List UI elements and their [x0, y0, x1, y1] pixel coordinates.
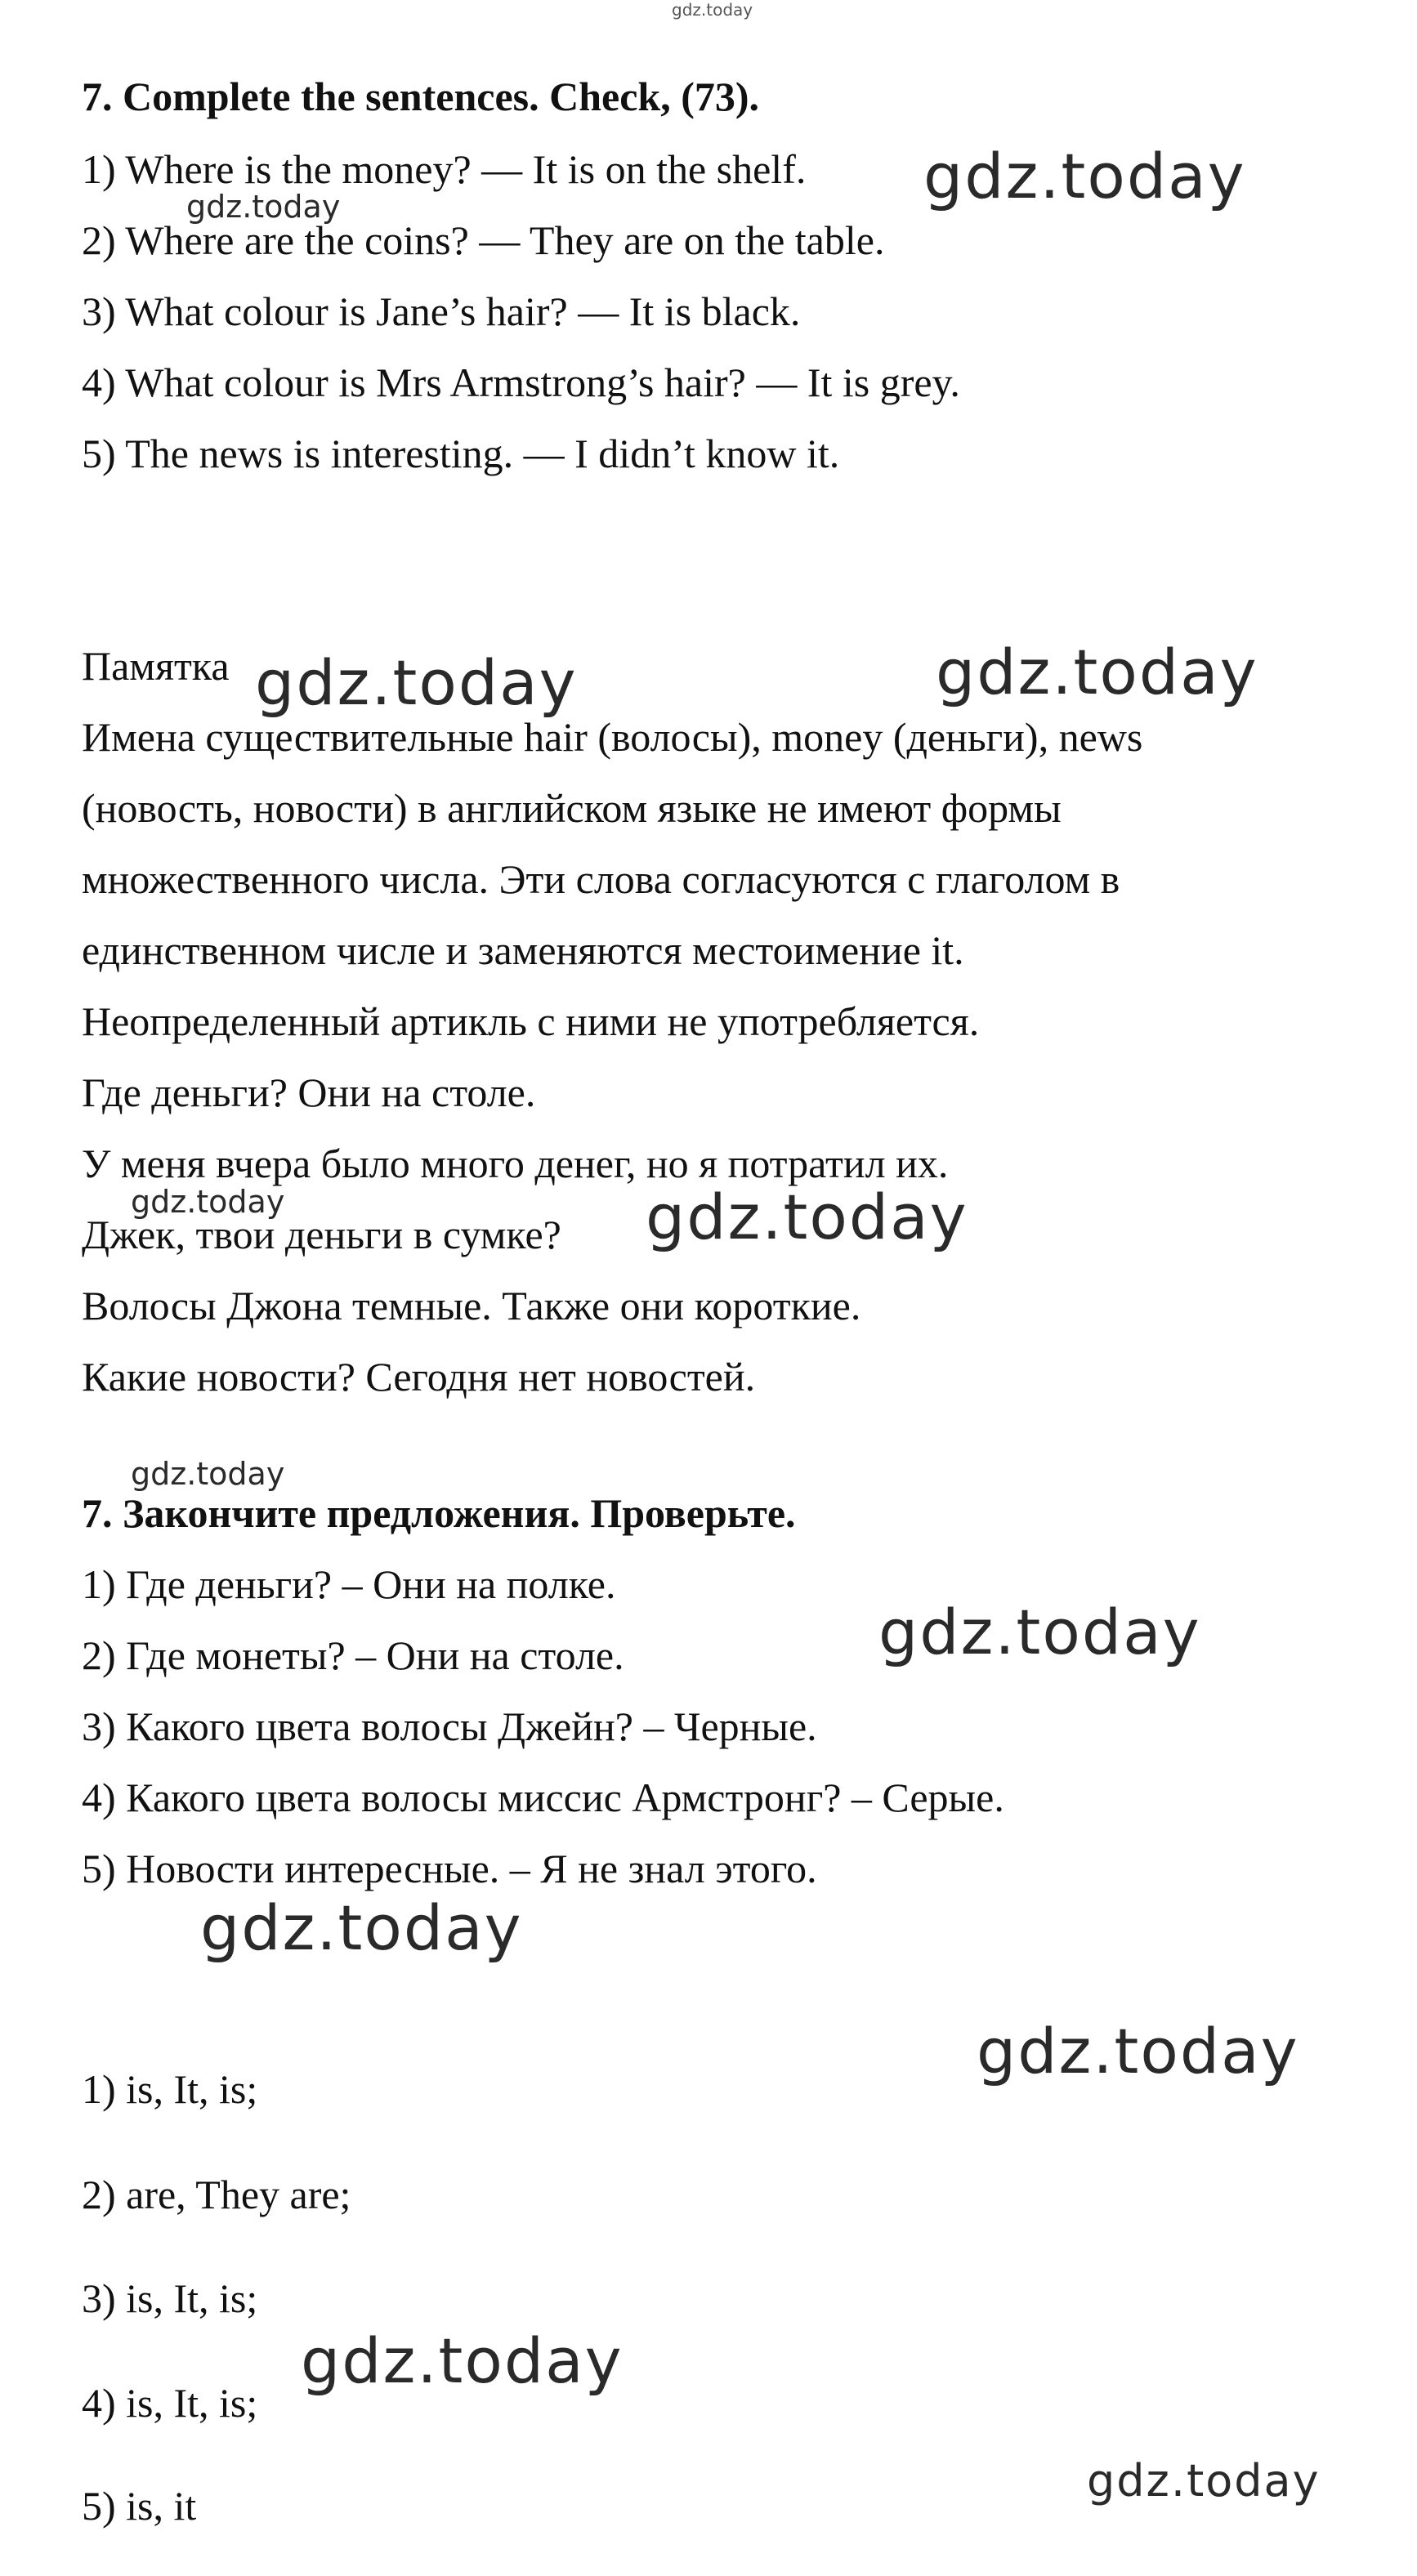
memo-line-3: множественного числа. Эти слова согласуются с глаголом в	[82, 856, 1120, 902]
exercise-ru-title: 7. Закончите предложения. Проверьте.	[82, 1490, 796, 1536]
site-mark: gdz.today	[672, 0, 753, 20]
exercise-ru-sentence-4: 4) Какого цвета волосы миссис Армстронг? – Серые.	[82, 1775, 1004, 1820]
watermark: gdz.today	[200, 1891, 523, 1964]
exercise-en-sentence-1: 1) Where is the money? — It is on the shelf.	[82, 146, 807, 192]
exercise-en-sentence-2: 2) Where are the coins? — They are on the table.	[82, 217, 885, 263]
exercise-en-sentence-5: 5) The news is interesting. — I didn’t know it.	[82, 431, 840, 476]
exercise-ru-sentence-1: 1) Где деньги? – Они на полке.	[82, 1561, 616, 1607]
exercise-en-title: 7. Complete the sentences. Check, (73).	[82, 74, 760, 119]
answer-5: 5) is, it	[82, 2483, 197, 2529]
watermark: gdz.today	[186, 189, 341, 225]
memo-title: Памятка	[82, 643, 230, 689]
memo-line-8: Джек, твои деньги в сумке?	[82, 1212, 561, 1257]
memo-line-9: Волосы Джона темные. Также они короткие.	[82, 1283, 861, 1328]
memo-line-6: Где деньги? Они на столе.	[82, 1069, 536, 1115]
exercise-ru-sentence-2: 2) Где монеты? – Они на столе.	[82, 1632, 624, 1678]
answer-2: 2) are, They are;	[82, 2172, 351, 2217]
memo-line-2: (новость, новости) в английском языке не имеют формы	[82, 785, 1062, 831]
watermark: gdz.today	[1087, 2455, 1321, 2507]
memo-line-10: Какие новости? Сегодня нет новостей.	[82, 1354, 756, 1400]
exercise-en-sentence-3: 3) What colour is Jane’s hair? — It is black.	[82, 288, 801, 334]
watermark: gdz.today	[936, 636, 1258, 708]
memo-line-4: единственном числе и заменяются местоимение it.	[82, 927, 964, 973]
watermark: gdz.today	[255, 646, 578, 719]
answer-1: 1) is, It, is;	[82, 2066, 258, 2112]
watermark: gdz.today	[878, 1596, 1201, 1668]
exercise-ru-sentence-5: 5) Новости интересные. – Я не знал этого.	[82, 1846, 817, 1891]
watermark: gdz.today	[131, 1184, 285, 1220]
watermark: gdz.today	[301, 2324, 624, 2397]
memo-line-5: Неопределенный артикль с ними не употребляется.	[82, 998, 980, 1044]
answer-4: 4) is, It, is;	[82, 2380, 258, 2426]
exercise-en-sentence-4: 4) What colour is Mrs Armstrong’s hair? — It is grey.	[82, 359, 960, 405]
watermark: gdz.today	[646, 1181, 968, 1253]
watermark: gdz.today	[923, 140, 1246, 212]
memo-line-7: У меня вчера было много денег, но я потратил их.	[82, 1141, 949, 1186]
watermark: gdz.today	[977, 2015, 1299, 2087]
memo-line-1: Имена существительные hair (волосы), money (деньги), news	[82, 714, 1143, 760]
watermark: gdz.today	[131, 1456, 285, 1492]
exercise-ru-sentence-3: 3) Какого цвета волосы Джейн? – Черные.	[82, 1703, 817, 1749]
answer-3: 3) is, It, is;	[82, 2275, 258, 2321]
